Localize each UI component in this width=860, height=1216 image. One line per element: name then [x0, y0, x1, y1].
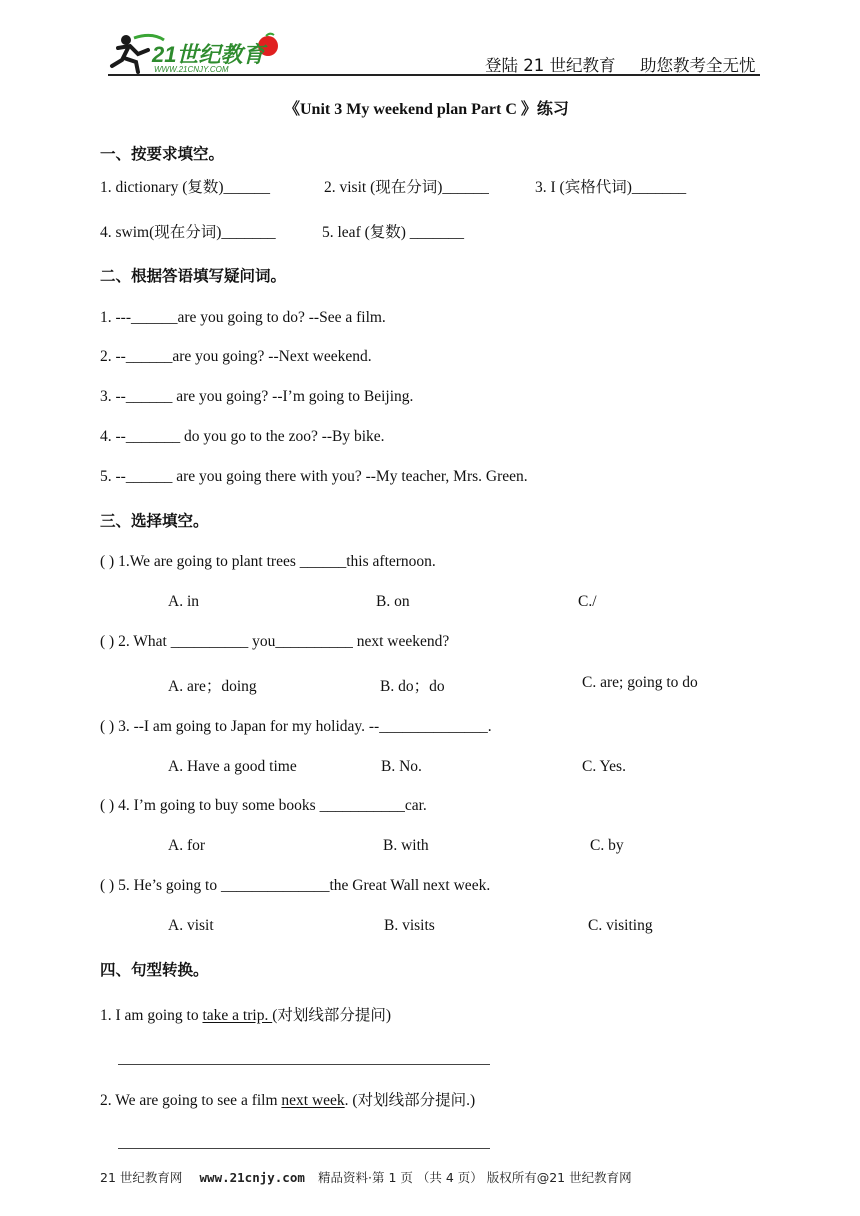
slogan-right: 助您教考全无忧 [640, 56, 756, 75]
transform-item-1-prefix: 1. I am going to [100, 1007, 203, 1024]
logo-url: WWW.21CNJY.COM [154, 65, 229, 74]
question-4-option-c: C. by [590, 837, 624, 854]
transform-item-2-suffix: . (对划线部分提问.) [344, 1092, 476, 1109]
question-5-option-a: A. visit [168, 917, 214, 934]
section1-heading: 一、按要求填空。 [100, 145, 225, 163]
transform-item-1 [100, 1003, 391, 1025]
question-4-option-a: A. for [168, 837, 206, 854]
question-1-stem: ( ) 1.We are going to plant trees ______this afternoon. [100, 553, 436, 570]
question-4-option-b: B. with [383, 837, 429, 854]
logo-wordmark: 21世纪教育 [152, 42, 265, 67]
transform-item-1-suffix: (对划线部分提问) [272, 1007, 392, 1024]
transform-item-2-underlined: next week [281, 1092, 345, 1109]
section1-item-4: 4. swim(现在分词)_______ [100, 224, 276, 241]
question-1-option-c: C./ [578, 593, 597, 610]
question-3-stem: ( ) 3. --I am going to Japan for my holiday. --______________. [100, 718, 492, 735]
question-3-option-a: A. Have a good time [168, 758, 297, 775]
transform-item-2 [100, 1088, 475, 1110]
question-5-stem: ( ) 5. He’s going to ______________the Great Wall next week. [100, 877, 491, 894]
question-1-option-a: A. in [168, 593, 199, 610]
section1-item-2: 2. visit (现在分词)______ [324, 179, 489, 196]
question-2-option-b: B. do；do [380, 678, 445, 695]
transform-item-1-underlined: take a trip. [202, 1007, 273, 1024]
section1-item-1: 1. dictionary (复数)______ [100, 179, 271, 196]
section2-item-2: 2. --______are you going? --Next weekend. [100, 348, 372, 365]
footer-url[interactable]: www.21cnjy.com [199, 1170, 305, 1185]
question-4-stem: ( ) 4. I’m going to buy some books ___________car. [100, 797, 427, 814]
section2-item-5: 5. --______ are you going there with you? --My teacher, Mrs. Green. [100, 468, 528, 485]
answer-line-2 [118, 1148, 490, 1149]
question-2-stem: ( ) 2. What __________ you__________ next weekend? [100, 633, 450, 650]
transform-item-2-prefix: 2. We are going to see a film [100, 1092, 282, 1109]
section3-heading: 三、选择填空。 [100, 512, 209, 530]
question-2-option-c: C. are; going to do [582, 674, 698, 691]
question-3-option-b: B. No. [381, 758, 422, 775]
slogan-left: 登陆 21 世纪教育 [485, 56, 616, 75]
section1-item-3: 3. I (宾格代词)_______ [535, 179, 687, 196]
footer [100, 1168, 632, 1186]
page-title: 《Unit 3 My weekend plan Part C 》练习 [284, 101, 569, 118]
question-3-option-c: C. Yes. [582, 758, 626, 775]
logo [108, 32, 283, 74]
section2-item-4: 4. --_______ do you go to the zoo? --By bike. [100, 428, 385, 445]
section1-item-5: 5. leaf (复数) _______ [322, 224, 465, 241]
runner-logo-icon [108, 32, 283, 74]
section2-heading: 二、根据答语填写疑问词。 [100, 267, 287, 285]
question-5-option-b: B. visits [384, 917, 435, 934]
section2-item-3: 3. --______ are you going? --I’m going to Beijing. [100, 388, 414, 405]
footer-info: 精品资料·第 1 页 （共 4 页） 版权所有@21 世纪教育网 [318, 1170, 632, 1185]
answer-line-1 [118, 1064, 490, 1065]
question-5-option-c: C. visiting [588, 917, 653, 934]
question-1-option-b: B. on [376, 593, 410, 610]
footer-site: 21 世纪教育网 [100, 1170, 183, 1185]
header-rule [108, 74, 760, 76]
section2-item-1: 1. ---______are you going to do? --See a film. [100, 309, 386, 326]
question-2-option-a: A. are；doing [168, 678, 257, 695]
section4-heading: 四、句型转换。 [100, 961, 209, 979]
